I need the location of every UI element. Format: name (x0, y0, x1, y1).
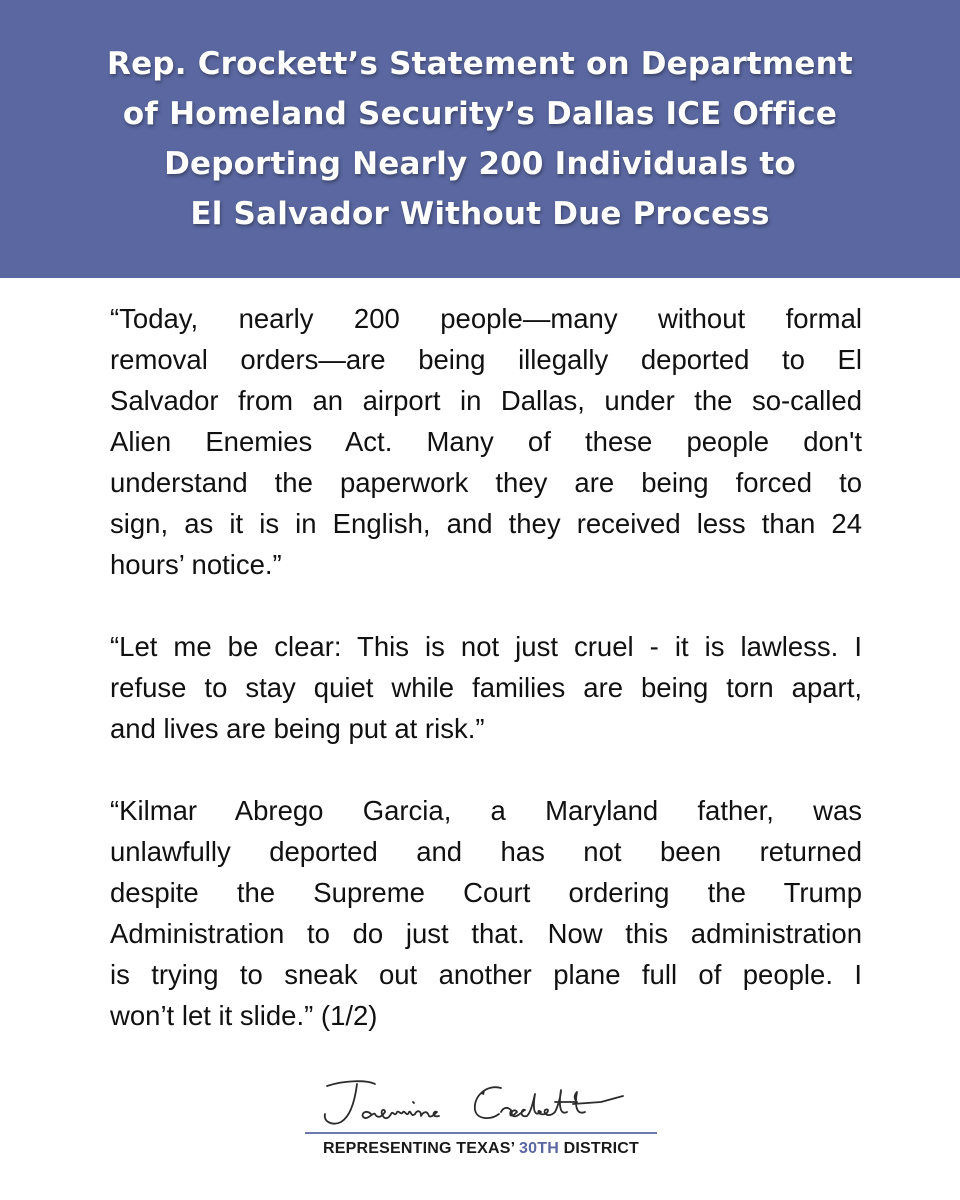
statement-body (110, 298, 862, 1077)
text-line: understand the paperwork they are being forced to (110, 467, 862, 498)
tagline-prefix: REPRESENTING TEXAS’ (322, 1140, 520, 1157)
title-line: Deporting Nearly 200 Individuals to (164, 146, 796, 182)
text-line: Administration to do just that. Now this administration (110, 918, 862, 949)
text-line: is trying to sneak out another plane full of people. I (110, 959, 862, 990)
district-tagline (305, 1140, 657, 1158)
signature-rule (305, 1132, 657, 1134)
title-line: El Salvador Without Due Process (190, 196, 770, 232)
text-line: “Kilmar Abrego Garcia, a Maryland father, was (110, 795, 862, 826)
text-line: “Today, nearly 200 people—many without formal (110, 303, 862, 334)
tagline-district-number: 30TH (519, 1140, 559, 1157)
text-line: won’t let it slide.” (1/2) (110, 1000, 378, 1031)
text-line: sign, as it is in English, and they received less than 24 (110, 508, 862, 539)
text-line: “Let me be clear: This is not just cruel - it is lawless. I (110, 631, 862, 662)
text-line: Salvador from an airport in Dallas, under the so-called (110, 385, 862, 416)
text-line: refuse to stay quiet while families are being torn apart, (110, 672, 862, 703)
tagline-suffix: DISTRICT (558, 1140, 639, 1157)
text-line: and lives are being put at risk.” (110, 713, 485, 744)
title-line: Rep. Crockett’s Statement on Department (107, 46, 853, 82)
signature-block (305, 1072, 657, 1164)
statement-title (30, 39, 930, 239)
text-line: despite the Supreme Court ordering the Trump (110, 877, 862, 908)
text-line: hours’ notice.” (110, 549, 282, 580)
text-line: Alien Enemies Act. Many of these people don't (110, 426, 862, 457)
header-banner (0, 0, 960, 278)
statement-paragraph-1 (110, 298, 862, 585)
text-line: unlawfully deported and has not been returned (110, 836, 862, 867)
statement-paragraph-3 (110, 790, 862, 1036)
title-line: of Homeland Security’s Dallas ICE Office (122, 96, 838, 132)
statement-paragraph-2 (110, 626, 862, 749)
text-line: removal orders—are being illegally deported to El (110, 344, 862, 375)
handwritten-signature (305, 1072, 657, 1134)
